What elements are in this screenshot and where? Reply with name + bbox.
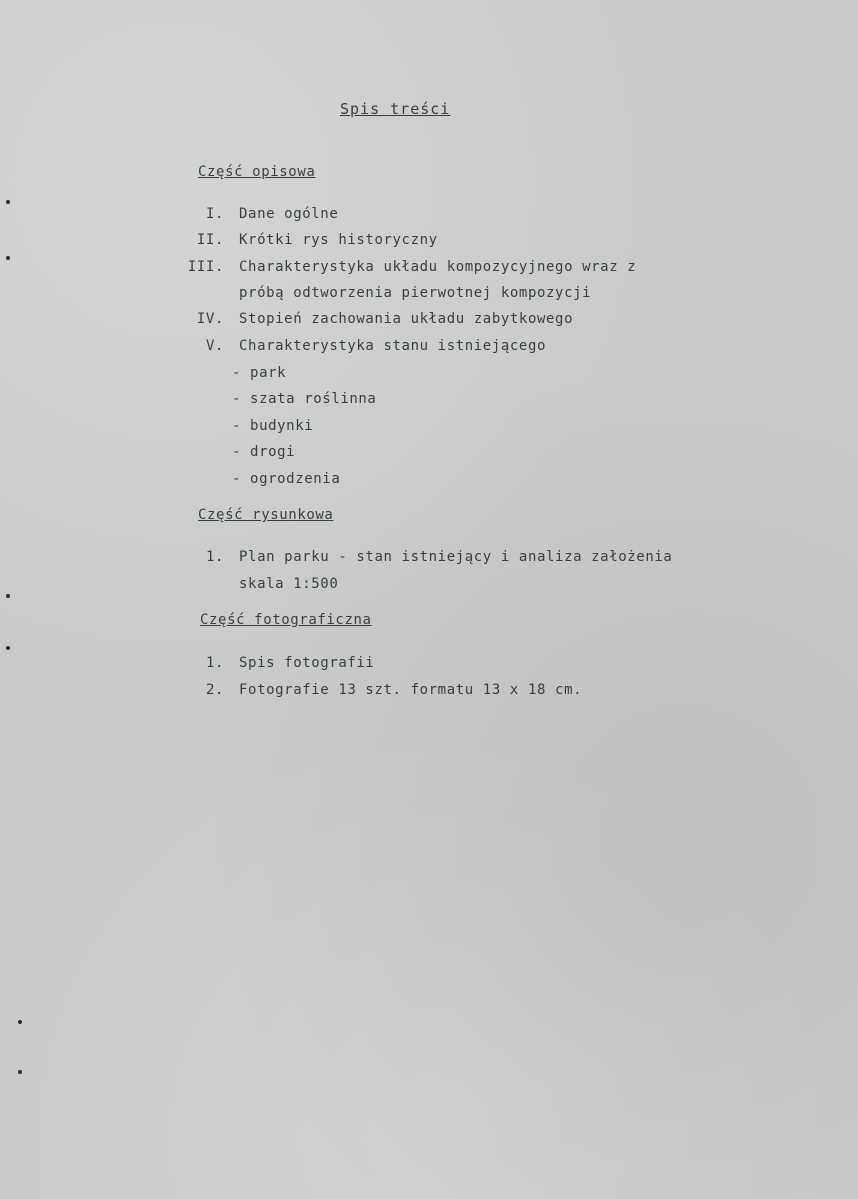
toc-item-number: III. bbox=[187, 259, 224, 275]
toc-subitem: - szata roślinna bbox=[232, 391, 377, 407]
punch-mark bbox=[18, 1020, 22, 1024]
punch-mark bbox=[6, 200, 10, 204]
toc-item-continuation bbox=[170, 576, 338, 592]
punch-mark bbox=[6, 594, 10, 598]
toc-item-text: Fotografie 13 szt. formatu 13 x 18 cm. bbox=[239, 682, 583, 698]
toc-item-text: skala 1:500 bbox=[239, 576, 339, 592]
toc-item-text: Charakterystyka układu kompozycyjnego wraz z bbox=[239, 259, 637, 275]
toc-item bbox=[170, 206, 338, 222]
toc-item bbox=[170, 655, 374, 671]
toc-item-text: Dane ogólne bbox=[239, 206, 339, 222]
section-heading-descriptive: Część opisowa bbox=[198, 164, 316, 180]
toc-item-continuation bbox=[170, 285, 591, 301]
toc-item-text: Stopień zachowania układu zabytkowego bbox=[239, 311, 574, 327]
toc-item-text: Krótki rys historyczny bbox=[239, 232, 438, 248]
toc-item bbox=[170, 311, 573, 327]
punch-mark bbox=[6, 646, 10, 650]
toc-subitem: - ogrodzenia bbox=[232, 471, 341, 487]
toc-item bbox=[170, 338, 546, 354]
toc-subitem: - park bbox=[232, 365, 287, 381]
section-heading-photos: Część fotograficzna bbox=[200, 612, 372, 628]
toc-item bbox=[170, 259, 636, 275]
punch-mark bbox=[6, 256, 10, 260]
toc-item-text: Charakterystyka stanu istniejącego bbox=[239, 338, 547, 354]
toc-item-number: II. bbox=[196, 232, 224, 248]
toc-item-number: V. bbox=[205, 338, 224, 354]
toc-subitem: - budynki bbox=[232, 418, 314, 434]
page-title: Spis treści bbox=[340, 100, 451, 118]
toc-item-number: 1. bbox=[205, 655, 224, 671]
toc-item-text: Plan parku - stan istniejący i analiza założenia bbox=[239, 549, 673, 565]
toc-item-text: próbą odtworzenia pierwotnej kompozycji bbox=[239, 285, 592, 301]
toc-item bbox=[170, 549, 672, 565]
toc-subitem: - drogi bbox=[232, 444, 296, 460]
toc-item bbox=[170, 232, 438, 248]
toc-item-number: 1. bbox=[205, 549, 224, 565]
toc-item bbox=[170, 682, 582, 698]
punch-mark bbox=[18, 1070, 22, 1074]
toc-item-number: IV. bbox=[196, 311, 224, 327]
toc-item-number: I. bbox=[205, 206, 224, 222]
section-heading-drawings: Część rysunkowa bbox=[198, 507, 334, 523]
toc-item-number: 2. bbox=[205, 682, 224, 698]
toc-item-text: Spis fotografii bbox=[239, 655, 375, 671]
